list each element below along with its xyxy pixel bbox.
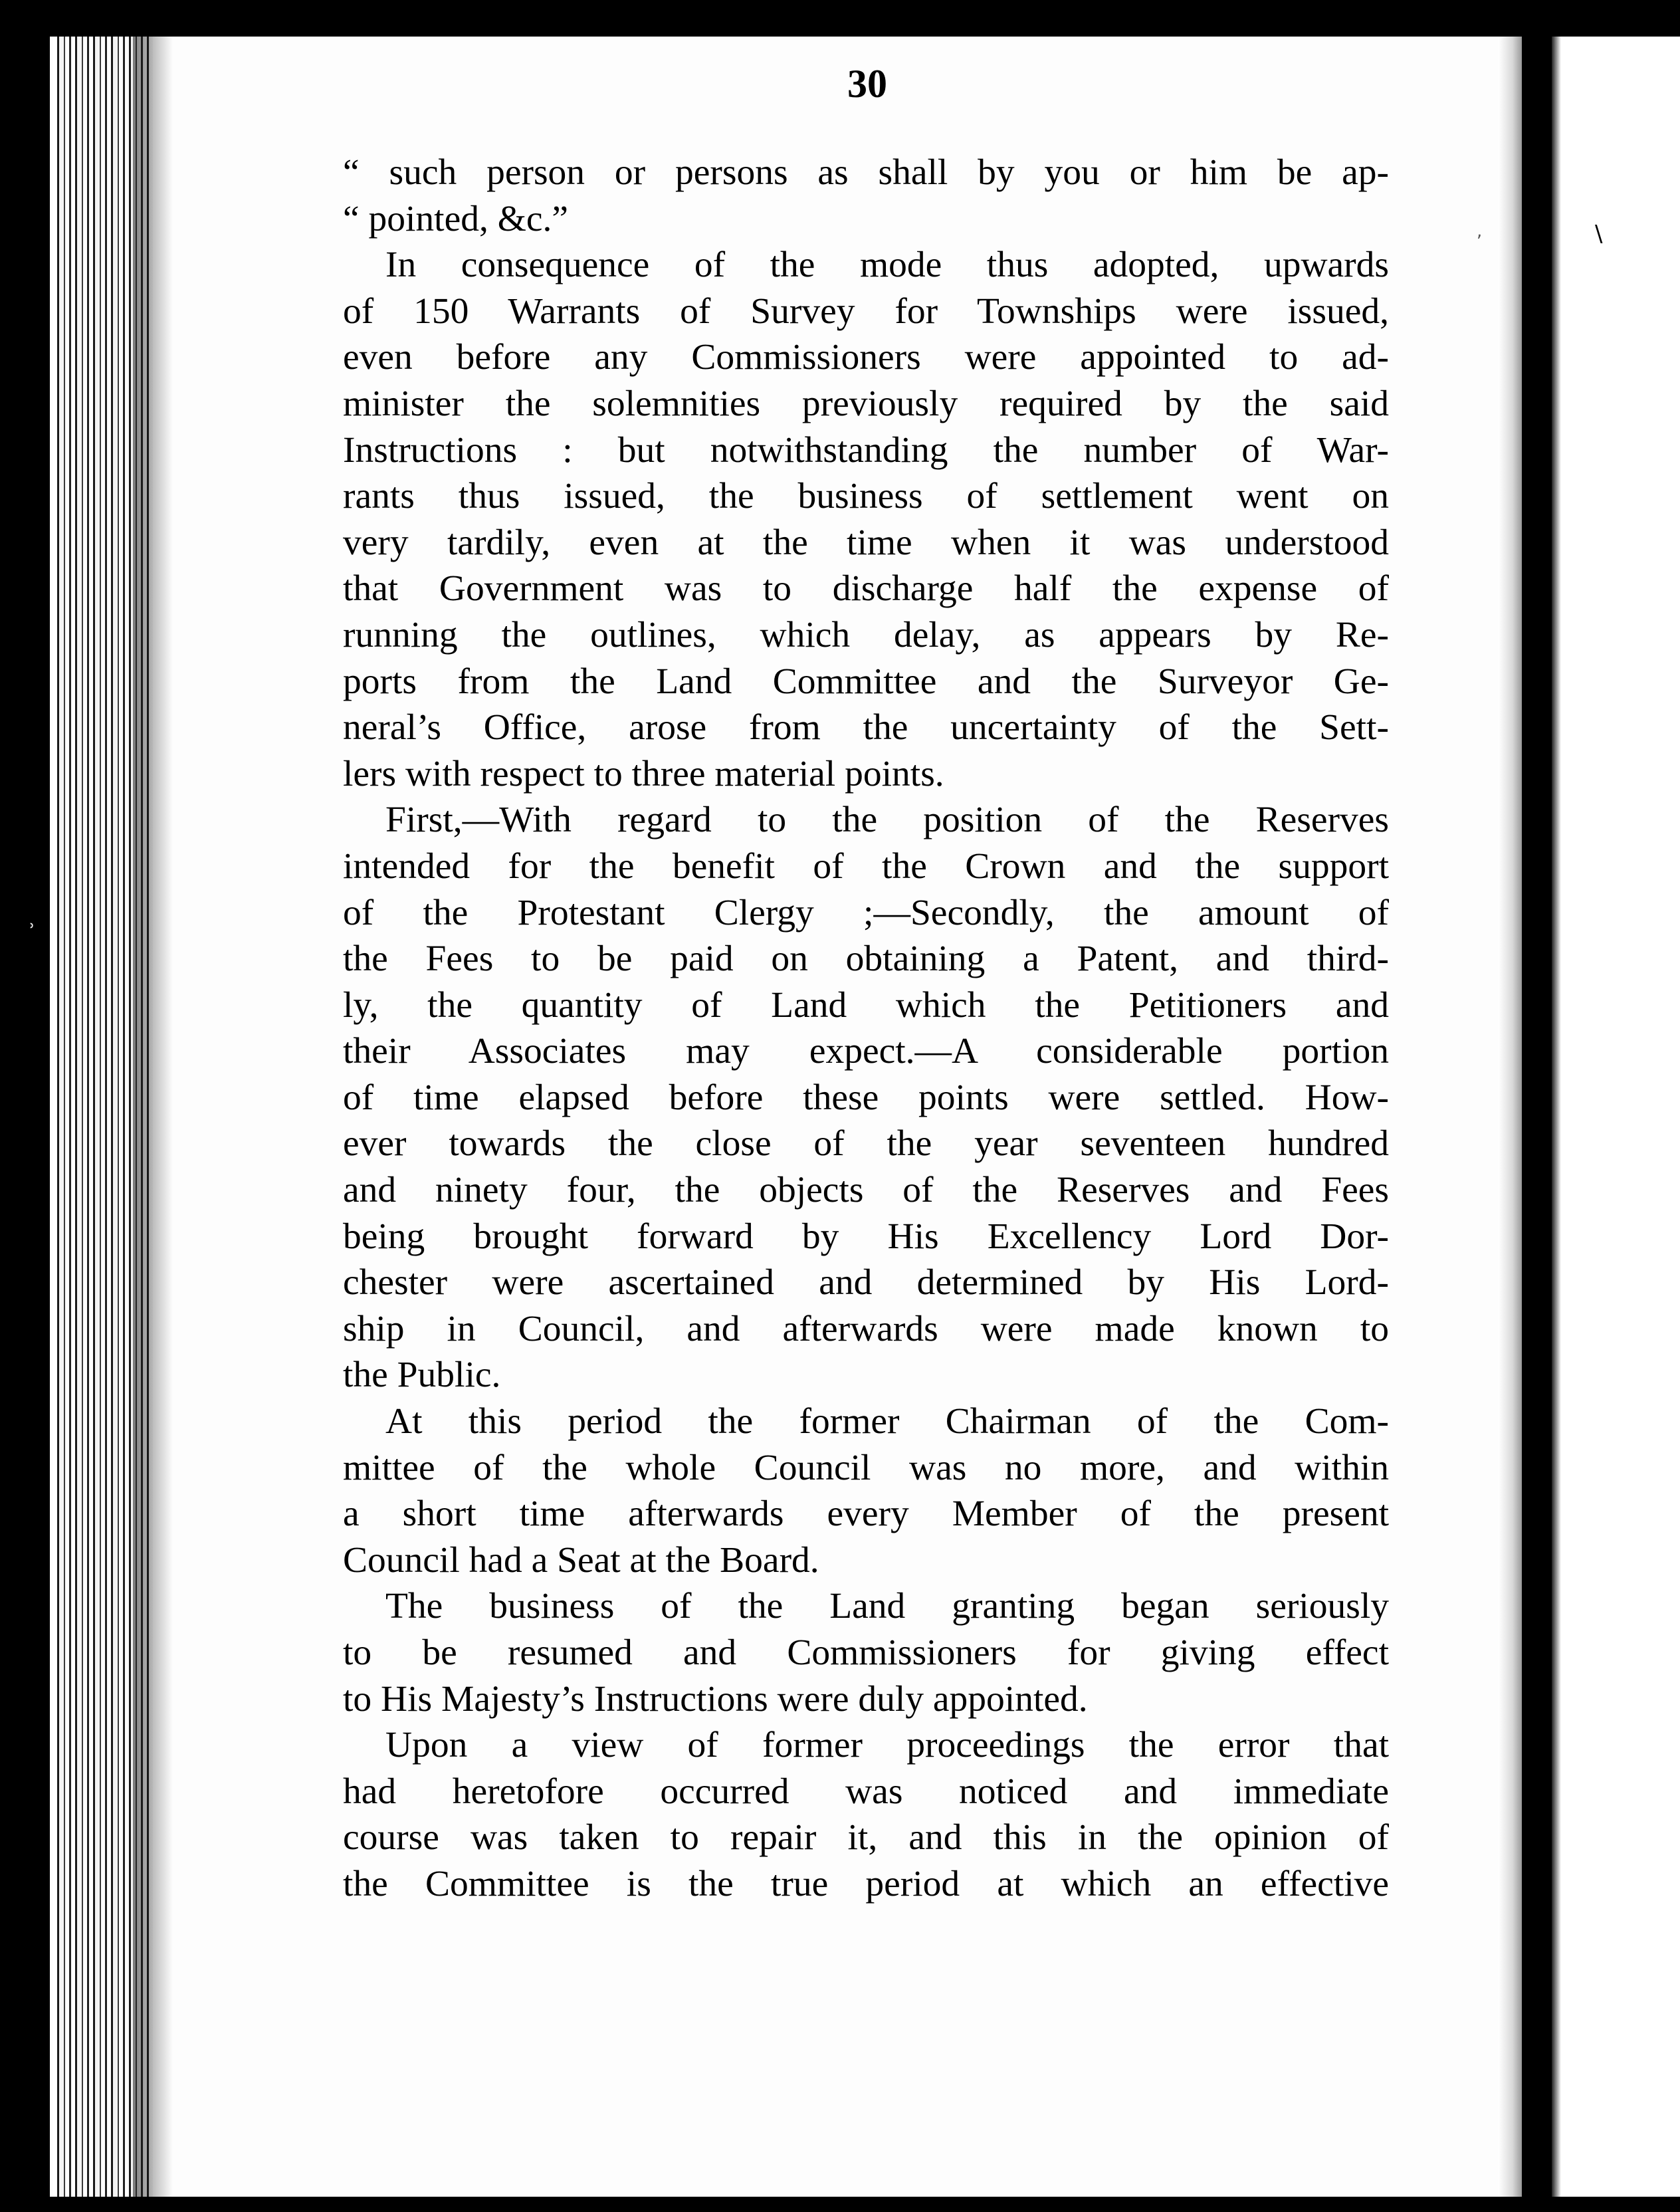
text-line: ports from the Land Committee and the Surveyor Ge- [343, 661, 1389, 702]
scan-left-border [0, 0, 50, 2212]
page-number: 30 [847, 62, 887, 106]
text-line: the Committee is the true period at which an effective [343, 1863, 1389, 1904]
gutter-shadow [133, 37, 173, 2197]
scan-speck: ˒ [29, 915, 36, 939]
scan-right-gap [1522, 0, 1552, 2212]
scan-top-border [0, 0, 1680, 40]
text-line: had heretofore occurred was noticed and immediate [343, 1771, 1389, 1812]
text-line: At this period the former Chairman of the Com- [385, 1401, 1389, 1442]
text-line: of time elapsed before these points were settled. How- [343, 1077, 1389, 1118]
page-right-shadow [1499, 37, 1522, 2197]
text-line: intended for the benefit of the Crown and the support [343, 845, 1389, 887]
text-line: In consequence of the mode thus adopted, upwards [385, 245, 1389, 286]
text-line: neral’s Office, arose from the uncertainty of the Sett- [343, 707, 1389, 748]
adjacent-page [1552, 37, 1680, 2197]
text-line: Council had a Seat at the Board. [343, 1539, 819, 1581]
text-line: chester were ascertained and determined by His Lord- [343, 1262, 1389, 1303]
text-line: ever towards the close of the year seventeen hundred [343, 1123, 1389, 1164]
text-line: the Public. [343, 1355, 501, 1396]
text-line: even before any Commissioners were appointed to ad- [343, 337, 1389, 378]
scan-speck: • [1526, 690, 1536, 710]
scan-speck: \ [1595, 221, 1603, 247]
text-line: ship in Council, and afterwards were made known to [343, 1308, 1389, 1349]
text-line: their Associates may expect.—A considerable portion [343, 1031, 1389, 1072]
text-line: “ pointed, &c.” [343, 198, 569, 239]
text-line: The business of the Land granting began seriously [385, 1586, 1389, 1627]
text-line: ly, the quantity of Land which the Petitioners and [343, 984, 1389, 1026]
text-line: being brought forward by His Excellency Lord Dor- [343, 1216, 1389, 1257]
text-line: course was taken to repair it, and this in the opinion of [343, 1817, 1389, 1858]
text-line: to be resumed and Commissioners for giving effect [343, 1632, 1389, 1673]
text-line: and ninety four, the objects of the Reserves and Fees [343, 1170, 1389, 1211]
text-line: mittee of the whole Council was no more, and within [343, 1447, 1389, 1488]
text-line: to His Majesty’s Instructions were duly appointed. [343, 1678, 1088, 1719]
text-line: minister the solemnities previously required by the said [343, 383, 1389, 424]
text-line: of the Protestant Clergy ;—Secondly, the amount of [343, 892, 1389, 933]
text-line: rants thus issued, the business of settlement went on [343, 476, 1389, 517]
text-line: First,—With regard to the position of the Reserves [385, 800, 1389, 841]
text-line: Upon a view of former proceedings the error that [385, 1725, 1389, 1766]
text-line: Instructions : but notwithstanding the number of War- [343, 429, 1389, 471]
text-line: a short time afterwards every Member of the present [343, 1493, 1389, 1535]
text-line: “ such person or persons as shall by you or him be ap- [343, 152, 1389, 193]
text-line: the Fees to be paid on obtaining a Patent, and third- [343, 939, 1389, 980]
body-text [343, 150, 1389, 1908]
text-line: that Government was to discharge half the expense of [343, 568, 1389, 609]
text-line: running the outlines, which delay, as appears by Re- [343, 614, 1389, 655]
scan-speck: , [1477, 221, 1483, 241]
adjacent-page-edge [1552, 37, 1561, 2197]
text-line: lers with respect to three material points. [343, 753, 944, 794]
text-line: very tardily, even at the time when it was understood [343, 522, 1389, 563]
text-line: of 150 Warrants of Survey for Townships were issued, [343, 290, 1389, 332]
scan-bottom-border [0, 2197, 1680, 2212]
